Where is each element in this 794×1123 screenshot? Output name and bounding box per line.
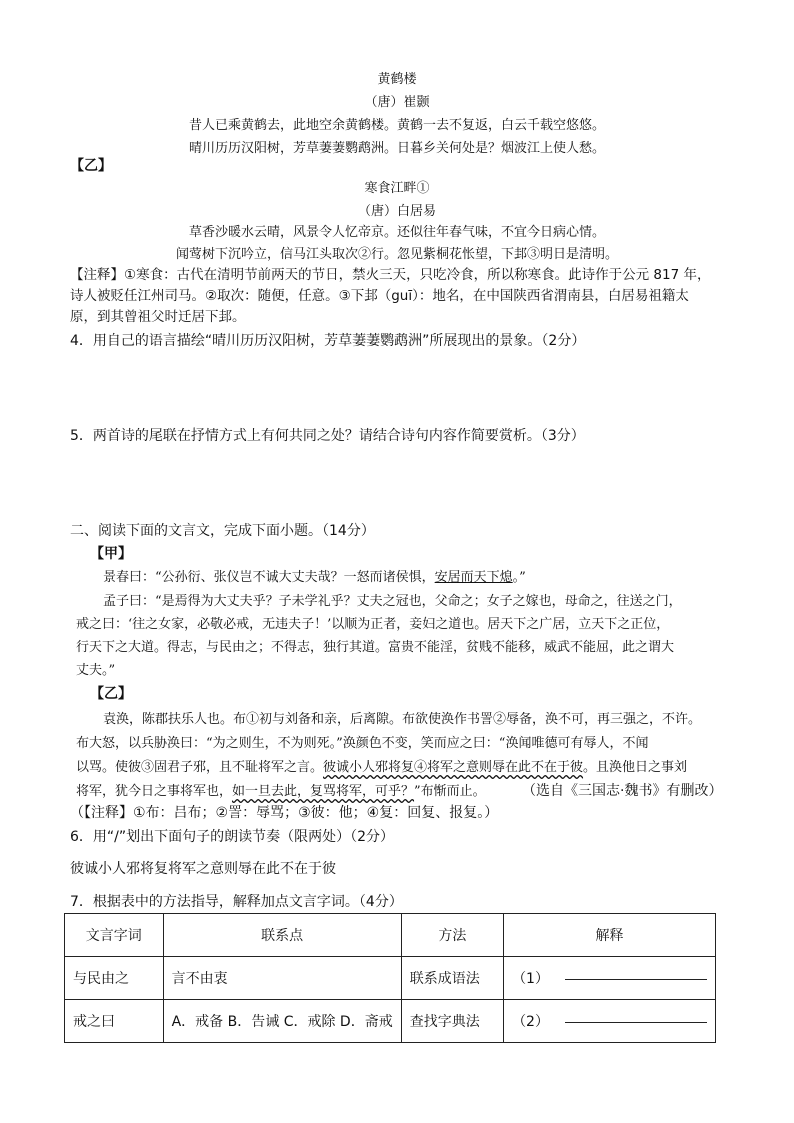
jia-line-3: 戒之曰：‘往之女家，必敬必戒，无违夫子！’以顺为正者，妾妇之道也。居天下之广居，立天下之正位， [76,617,670,632]
header-answer: 解释 [504,914,716,957]
row-link: 言不由衷 [163,957,401,1000]
yi-line-4: 将军，犹今日之事将军也，如一旦去此，复骂将军，可乎？”布惭而止。 [76,784,486,799]
table-row [65,1000,716,1043]
note1-line-1: 【注释】①寒食：古代在清明节前两天的节日，禁火三天，只吃冷食，所以称寒食。此诗作于公元 817 年， [70,267,711,283]
source-citation: （选自《三国志·魏书》有删改） [522,783,723,799]
label-jia-2: 【甲】 [90,546,132,562]
poem-jia-author: （唐）崔颢 [364,95,430,110]
jia-line-2: 孟子曰：“是焉得为大丈夫乎？子未学礼乎？丈夫之冠也，父命之；女子之嫁也，母命之，往送之门， [103,594,682,609]
jia-line-5: 丈夫。” [76,663,116,678]
yi-line-3: 以骂。使彼③固君子邪，且不耻将军之言。彼诚小人邪将复④将军之意则辱在此不在于彼。且涣他日之事刘 [76,760,688,775]
jia-line-1: 景春曰：“公孙衍、张仪岂不诚大丈夫哉？一怒而诸侯惧，安居而天下熄。” [103,570,526,585]
answer-blank-line [565,1022,707,1023]
row-word: 与民由之 [65,957,164,1000]
row-answer-cell[interactable] [504,957,716,1000]
yi-line-2: 布大怒，以兵胁涣曰：“为之则生，不为则死。”涣颜色不变，笑而应之曰：“涣闻唯德可有辱人，不闻 [76,736,649,751]
table-row [65,957,716,1000]
label-yi: 【乙】 [70,158,112,174]
answer-number: （2） [512,1014,549,1030]
poem-jia-line-1: 昔人已乘黄鹤去，此地空余黄鹤楼。黄鹤一去不复返，白云千载空悠悠。 [188,118,605,133]
method-table [64,913,716,1043]
jia-line-4: 行天下之大道。得志，与民由之；不得志，独行其道。富贵不能淫，贫贱不能移，威武不能屈，此之谓大 [76,640,675,655]
note1-line-3: 原，到其曾祖父时迁居下邽。 [70,309,246,325]
question-7: 7．根据表中的方法指导，解释加点文言字词。（4分） [70,894,403,910]
header-link: 联系点 [163,914,401,957]
poem-jia-line-2: 晴川历历汉阳树，芳草萋萋鹦鹉洲。日暮乡关何处是？烟波江上使人愁。 [188,141,605,156]
note-2: （【注释】①布：吕布；②詈：辱骂；③彼：他；④复：回复、报复。） [70,805,499,821]
table-header-row [65,914,716,957]
poem-yi-line-1: 草香沙暖水云晴，风景令人忆帝京。还似往年春气味，不宜今日病心情。 [188,225,605,240]
row-method: 查找字典法 [401,1000,503,1043]
row-answer-cell[interactable] [504,1000,716,1043]
label-yi-2: 【乙】 [90,686,132,702]
answer-blank-line [565,979,707,980]
wavy-underlined-question: 如一旦去此，复骂将军，可乎？ [232,784,415,799]
yi-line-1: 袁涣，陈郡扶乐人也。布①初与刘备和亲，后离隙。布欲使涣作书詈②辱备，涣不可，再三强之，不许。 [103,712,702,727]
row-word: 戒之曰 [65,1000,164,1043]
row-method: 联系成语法 [401,957,503,1000]
note1-line-2: 诗人被贬任江州司马。②取次：随便，任意。③下邽（guī）：地名，在中国陕西省渭南县，白居易祖籍太 [70,288,689,304]
row-link: A．戒备 B．告诫 C．戒除 D．斋戒 [163,1000,401,1043]
poem-yi-line-2: 闻莺树下沉吟立，信马江头取次②行。忽见紫桐花怅望，下邽③明日是清明。 [175,247,618,262]
wavy-underlined-sentence: 彼诚小人邪将复④将军之意则辱在此不在于彼 [323,760,584,775]
question-4: 4．用自己的语言描绘“晴川历历汉阳树，芳草萋萋鹦鹉洲”所展现出的景象。（2分） [70,333,586,349]
question-6-sentence: 彼诚小人邪将复将军之意则辱在此不在于彼 [70,861,336,877]
poem-yi-title: 寒食江畔① [364,181,430,196]
question-6: 6．用“/”划出下面句子的朗读节奏（限两处）（2分） [70,829,395,845]
answer-number: （1） [512,971,549,987]
poem-yi-author: （唐）白居易 [357,204,436,219]
underlined-phrase: 安居而天下熄 [434,570,513,585]
section-2-heading: 二、阅读下面的文言文，完成下面小题。（14分） [70,523,375,539]
header-word: 文言字词 [65,914,164,957]
question-5: 5．两首诗的尾联在抒情方式上有何共同之处？请结合诗句内容作简要赏析。（3分） [70,428,585,444]
header-method: 方法 [401,914,503,957]
poem-jia-title: 黄鹤楼 [377,72,417,87]
